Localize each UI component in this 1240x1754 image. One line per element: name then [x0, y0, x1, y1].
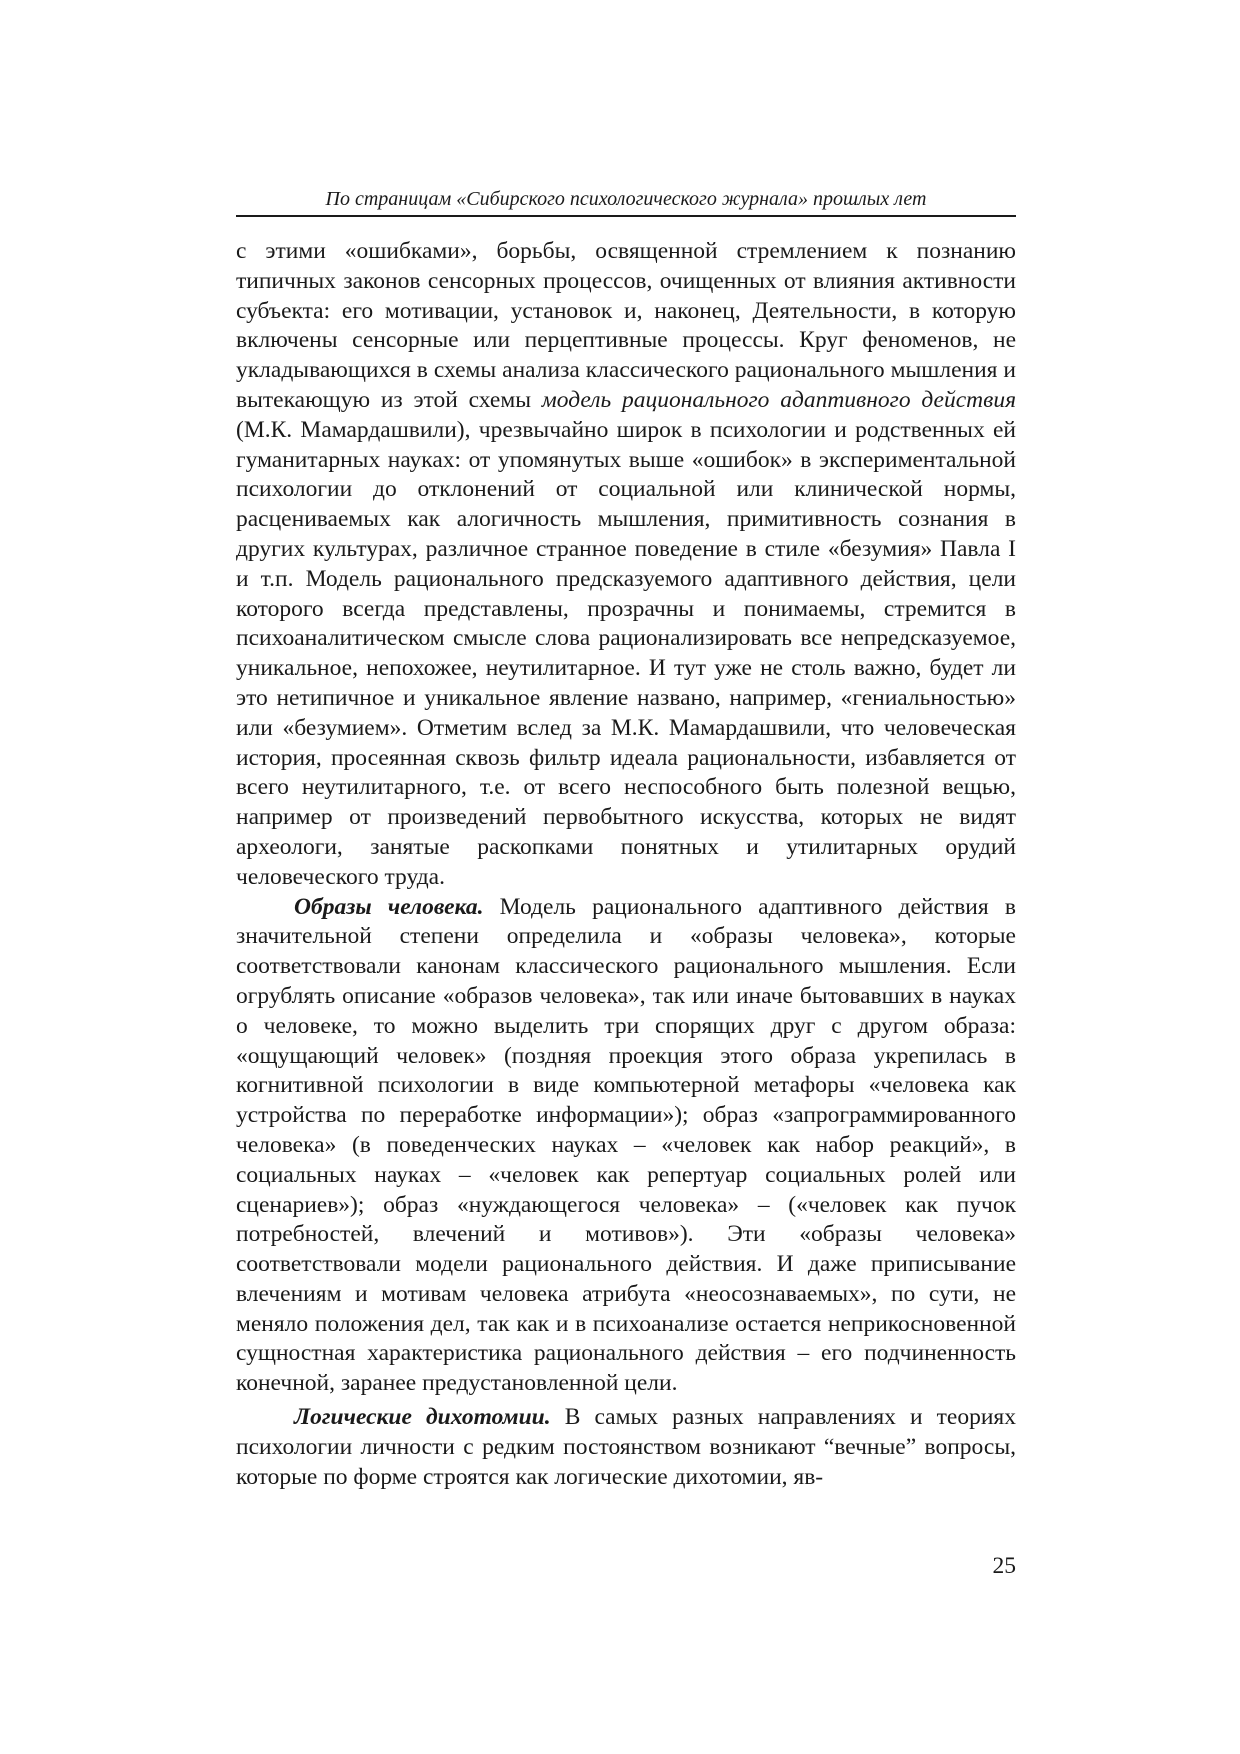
body-text — [236, 237, 1016, 1492]
paragraph-1-text-b: (М.К. Мамардашвили), чрезвычайно широк в психологии и родственных ей гуманитарных науках: от упомянутых выше «ошибок» в экспериментальной психологии до отклонений от социальной или клинической нормы, расцениваемых как алогичность мышления, примитивность сознания в других культурах, различное странное поведение в стиле «безумия» Павла I и т.п. Модель рационального предсказуемого адаптивного действия, цели которого всегда представлены, прозрачны и понимаемы, стремится в психоаналитическом смысле слова рационализировать все непредсказуемое, уникальное, непохожее, неутилитарное. И тут уже не столь важно, будет ли это нетипичное и уникальное явление названо, например, «гениальностью» или «безумием». Отметим вслед за М.К. Мамардашвили, что человеческая история, просеянная сквозь фильтр идеала рациональности, избавляется от всего неутилитарного, т.е. от всего неспособного быть полезной вещью, например от произведений первобытного искусства, которых не видят археологи, занятые раскопками понятных и утилитарных орудий человеческого труда. — [236, 416, 1016, 890]
paragraph-1-text-a: с этими «ошибками», борьбы, освященной стремлением к познанию типичных законов сенсорных процессов, очищенных от влияния активности субъекта: его мотивации, установок и, наконец, Деятельности, в которую включены сенсорные или перцептивные процессы. Круг феноменов, не укладывающихся в схемы анализа классического рационального мышления и вытекающую из этой схемы — [236, 238, 1016, 413]
paragraph-1 — [236, 237, 1016, 893]
paragraph-1-emphasis: модель рационального адаптивного действия — [541, 386, 1016, 413]
running-header: По страницам «Сибирского психологического журнала» прошлых лет — [325, 188, 927, 210]
paragraph-2-text: Модель рационального адаптивного действия в значительной степени определила и «образы человека», которые соответствовали канонам классического рационального мышления. Если огрублять описание «образов человека», так или иначе бытовавших в науках о человеке, то можно выделить три спорящих друг с другом образа: «ощущающий человек» (поздняя проекция этого образа укрепилась в когнитивной психологии в виде компьютерной метафоры «человека как устройства по переработке информации»); образ «запрограммированного человека» (в поведенческих науках – «человек как набор реакций», в социальных науках – «человек как репертуар социальных ролей или сценариев»); образ «нуждающегося человека» – («человек как пучок потребностей, влечений и мотивов»). Эти «образы человека» соответствовали модели рационального действия. И даже приписывание влечениям и мотивам человека атрибута «неосознаваемых», по сути, не меняло положения дел, так как и в психоанализе остается неприкосновенной сущностная характеристика рационального действия – его подчиненность конечной, заранее предустановленной цели. — [236, 893, 1016, 1397]
paragraph-2 — [236, 893, 1016, 1400]
paragraph-2-heading: Образы человека. — [294, 893, 484, 920]
page-number: 25 — [992, 1553, 1016, 1579]
paragraph-3 — [236, 1403, 1016, 1492]
header-rule — [236, 215, 1016, 217]
paragraph-3-text: В самых разных направлениях и теориях психологии личности с редким постоянством возникают “вечные” вопросы, которые по форме строятся как логические дихотомии, яв- — [236, 1404, 1016, 1490]
paragraph-3-heading: Логические дихотомии. — [294, 1404, 551, 1431]
